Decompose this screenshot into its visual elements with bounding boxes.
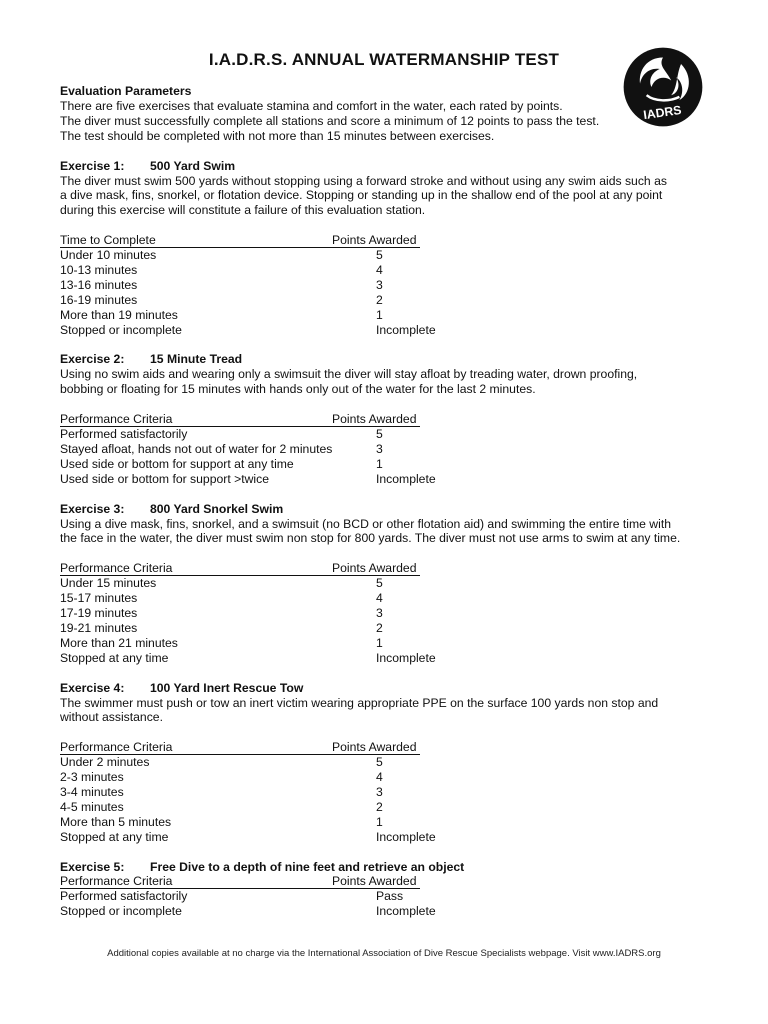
points-cell: 1 xyxy=(376,456,383,471)
exercise-list xyxy=(60,159,720,935)
evaluation-heading: Evaluation Parameters xyxy=(60,84,192,98)
points-cell: Incomplete xyxy=(376,322,436,337)
points-cell: 3 xyxy=(376,277,383,292)
column-header-criteria: Performance Criteria xyxy=(60,740,332,755)
svg-text:IADRS: IADRS xyxy=(642,102,683,123)
column-header-points: Points Awarded xyxy=(332,874,420,889)
exercise-description: without assistance. xyxy=(60,710,163,725)
exercise-section xyxy=(60,352,720,501)
table-row xyxy=(60,770,720,785)
exercise-description: The swimmer must push or tow an inert victim wearing appropriate PPE on the surface 100 yards non stop and xyxy=(60,695,659,710)
criteria-cell: 19-21 minutes xyxy=(60,620,138,635)
criteria-cell: Performed satisfactorily xyxy=(60,427,188,442)
table-row xyxy=(60,606,720,621)
exercise-heading xyxy=(60,352,720,367)
table-header xyxy=(60,874,720,889)
exercise-number: Exercise 4: xyxy=(60,680,125,695)
criteria-cell: 13-16 minutes xyxy=(60,277,138,292)
points-cell: Incomplete xyxy=(376,904,436,919)
criteria-cell: 15-17 minutes xyxy=(60,591,138,606)
table-row xyxy=(60,830,720,845)
table-row xyxy=(60,427,720,442)
exercise-heading xyxy=(60,502,720,517)
exercise-description: during this exercise will constitute a failure of this evaluation station. xyxy=(60,203,426,218)
exercise-description: bobbing or floating for 15 minutes with hands only out of the water for the last 2 minutes. xyxy=(60,382,536,397)
table-row xyxy=(60,576,720,591)
evaluation-line: The test should be completed with not more than 15 minutes between exercises. xyxy=(60,128,495,143)
table-row xyxy=(60,785,720,800)
criteria-cell: 4-5 minutes xyxy=(60,799,124,814)
points-cell: 5 xyxy=(376,427,383,442)
evaluation-line: There are five exercises that evaluate stamina and comfort in the water, each rated by points. xyxy=(60,98,563,113)
points-cell: 2 xyxy=(376,292,383,307)
exercise-section xyxy=(60,860,720,935)
exercise-number: Exercise 3: xyxy=(60,501,125,516)
criteria-cell: 3-4 minutes xyxy=(60,785,124,799)
points-cell: Incomplete xyxy=(376,829,436,844)
points-cell: 1 xyxy=(376,307,383,322)
column-header-points: Points Awarded xyxy=(332,412,420,427)
table-row xyxy=(60,651,720,666)
points-cell: 2 xyxy=(376,799,383,814)
points-cell: 4 xyxy=(376,263,383,278)
criteria-cell: 2-3 minutes xyxy=(60,770,124,785)
criteria-cell: 10-13 minutes xyxy=(60,263,138,278)
table-row xyxy=(60,636,720,651)
exercise-name: Free Dive to a depth of nine feet and retrieve an object xyxy=(150,859,465,874)
exercise-heading xyxy=(60,681,720,696)
table-row xyxy=(60,293,720,308)
criteria-cell: Stopped at any time xyxy=(60,829,169,844)
evaluation-line: The diver must successfully complete all stations and score a minimum of 12 points to pass the test. xyxy=(60,113,600,128)
footer-note: Additional copies available at no charge via the International Association of Dive Rescue Specialists webpage. Visit www.IADRS.org xyxy=(107,948,661,959)
table-header xyxy=(60,233,720,248)
table-row xyxy=(60,621,720,636)
criteria-cell: 16-19 minutes xyxy=(60,292,138,307)
column-header-criteria: Performance Criteria xyxy=(60,561,332,576)
criteria-cell: More than 5 minutes xyxy=(60,814,172,829)
table-row xyxy=(60,308,720,323)
table-row xyxy=(60,904,720,919)
exercise-heading xyxy=(60,159,720,174)
exercise-description: The diver must swim 500 yards without stopping using a forward stroke and without using any swim aids such as xyxy=(60,173,667,188)
exercise-section xyxy=(60,681,720,860)
table-header xyxy=(60,561,720,576)
table-row xyxy=(60,889,720,904)
exercise-description: the face in the water, the diver must swim non stop for 800 yards. The diver must not use arms to swim at any time. xyxy=(60,531,681,546)
table-row xyxy=(60,323,720,338)
points-cell: 4 xyxy=(376,591,383,606)
column-header-points: Points Awarded xyxy=(332,561,420,576)
document-body xyxy=(60,84,720,934)
criteria-cell: More than 21 minutes xyxy=(60,635,178,650)
criteria-cell: Used side or bottom for support at any time xyxy=(60,456,294,471)
points-cell: 3 xyxy=(376,441,383,456)
exercise-number: Exercise 5: xyxy=(60,859,125,874)
criteria-cell: Used side or bottom for support >twice xyxy=(60,471,269,486)
table-header xyxy=(60,740,720,755)
exercise-heading xyxy=(60,860,720,875)
table-row xyxy=(60,457,720,472)
points-cell: 3 xyxy=(376,785,383,799)
table-row xyxy=(60,263,720,278)
exercise-number: Exercise 1: xyxy=(60,158,125,173)
exercise-description: Using no swim aids and wearing only a swimsuit the diver will stay afloat by treading water, drown proofing, xyxy=(60,367,638,382)
points-cell: 1 xyxy=(376,814,383,829)
column-header-criteria: Performance Criteria xyxy=(60,874,332,889)
exercise-number: Exercise 2: xyxy=(60,352,125,367)
column-header-criteria: Performance Criteria xyxy=(60,412,332,427)
points-cell: Incomplete xyxy=(376,650,436,665)
criteria-cell: Under 2 minutes xyxy=(60,755,150,770)
table-row xyxy=(60,442,720,457)
table-row xyxy=(60,755,720,770)
exercise-name: 800 Yard Snorkel Swim xyxy=(150,501,284,516)
column-header-points: Points Awarded xyxy=(332,233,420,248)
exercise-name: 500 Yard Swim xyxy=(150,158,236,173)
table-row xyxy=(60,278,720,293)
points-cell: 5 xyxy=(376,755,383,770)
column-header-criteria: Time to Complete xyxy=(60,233,332,248)
criteria-cell: 17-19 minutes xyxy=(60,606,138,621)
exercise-section xyxy=(60,502,720,681)
exercise-description: Using a dive mask, fins, snorkel, and a swimsuit (no BCD or other flotation aid) and swimming the entire time with xyxy=(60,516,671,531)
table-row xyxy=(60,800,720,815)
table-row xyxy=(60,472,720,487)
table-header xyxy=(60,412,720,427)
points-cell: Incomplete xyxy=(376,471,436,486)
criteria-cell: Performed satisfactorily xyxy=(60,889,188,904)
points-cell: 5 xyxy=(376,576,383,591)
points-cell: 2 xyxy=(376,620,383,635)
criteria-cell: Stopped at any time xyxy=(60,650,169,665)
exercise-name: 100 Yard Inert Rescue Tow xyxy=(150,680,304,695)
points-cell: 4 xyxy=(376,770,383,785)
points-cell: 1 xyxy=(376,635,383,650)
table-row xyxy=(60,248,720,263)
points-cell: 5 xyxy=(376,248,383,263)
table-row xyxy=(60,815,720,830)
exercise-name: 15 Minute Tread xyxy=(150,352,243,367)
criteria-cell: More than 19 minutes xyxy=(60,307,178,322)
criteria-cell: Stayed afloat, hands not out of water for 2 minutes xyxy=(60,441,333,456)
points-cell: 3 xyxy=(376,606,383,621)
points-cell: Pass xyxy=(376,889,404,904)
exercise-section xyxy=(60,159,720,353)
criteria-cell: Stopped or incomplete xyxy=(60,322,182,337)
exercise-description: a dive mask, fins, snorkel, or flotation device. Stopping or standing up in the shallow end of the pool at any point xyxy=(60,188,663,203)
criteria-cell: Stopped or incomplete xyxy=(60,904,182,919)
criteria-cell: Under 10 minutes xyxy=(60,248,157,263)
table-row xyxy=(60,591,720,606)
page-title: I.A.D.R.S. ANNUAL WATERMANSHIP TEST xyxy=(208,50,560,69)
column-header-points: Points Awarded xyxy=(332,740,420,755)
criteria-cell: Under 15 minutes xyxy=(60,576,157,591)
